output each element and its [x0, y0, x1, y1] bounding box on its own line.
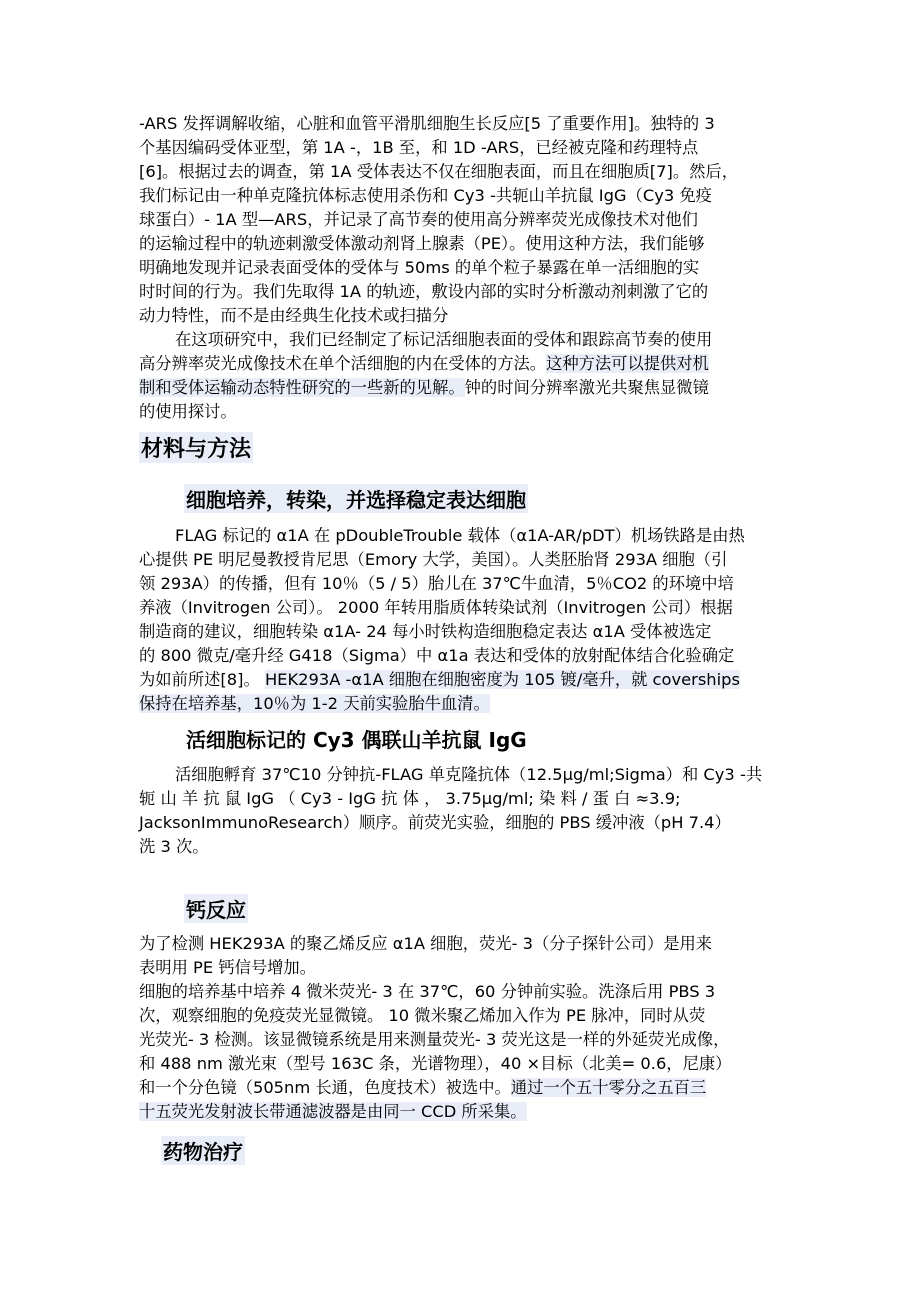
text-line: 个基因编码受体亚型，第 1A -，1B 至，和 1D -ARS，已经被克隆和药理特点	[139, 138, 699, 157]
calcium-paragraph	[139, 932, 787, 1124]
highlighted-text: HEK293A -α1A 细胞在细胞密度为 105 镀/毫升，就 coverships	[264, 670, 740, 689]
study-paragraph	[139, 328, 787, 424]
text-line: 领 293A）的传播，但有 10％（5 / 5）胎儿在 37℃牛血清，5％CO2 的环境中培	[139, 574, 734, 593]
text-run: 高分辨率荧光成像技术在单个活细胞的内在受体的方法。	[139, 354, 547, 373]
text-line: 轭 山 羊 抗 鼠 IgG （ Cy3 - IgG 抗 体 ， 3.75μg/ml; 染 料 / 蛋 白 ≈3.9;	[139, 789, 681, 808]
text-line: 活细胞孵育 37℃10 分钟抗-FLAG 单克隆抗体（12.5μg/ml;Sigma）和 Cy3 -共	[175, 765, 763, 784]
text-line: 的使用探讨。	[139, 402, 237, 421]
text-line: 在这项研究中，我们已经制定了标记活细胞表面的受体和跟踪高节奏的使用	[175, 330, 713, 349]
highlighted-text: 通过一个五十零分之五百三	[510, 1078, 707, 1097]
text-line: 光荧光- 3 检测。该显微镜系统是用来测量荧光- 3 荧光这是一样的外延荧光成像，	[139, 1030, 730, 1049]
text-line: 我们标记由一种单克隆抗体标志使用杀伤和 Cy3 -共轭山羊抗鼠 IgG（Cy3 免疫	[139, 186, 712, 205]
text-line	[139, 376, 787, 400]
text-line: [6]。根据过去的调查，第 1A 受体表达不仅在细胞表面，而且在细胞质[7]。然后，	[139, 162, 738, 181]
text-line	[139, 352, 787, 376]
text-line: 心提供 PE 明尼曼教授肯尼思（Emory 大学，美国）。人类胚胎肾 293A 细胞（引	[139, 550, 728, 569]
labeling-paragraph	[139, 763, 787, 859]
text-line: -ARS 发挥调解收缩，心脏和血管平滑肌细胞生长反应[5 了重要作用]。独特的 3	[139, 114, 715, 133]
text-line: 为了检测 HEK293A 的聚乙烯反应 α1A 细胞，荧光- 3（分子探针公司）是用来	[139, 934, 713, 953]
highlighted-text: 保持在培养基，10％为 1-2 天前实验胎牛血清。	[139, 694, 490, 713]
text-line	[139, 668, 787, 692]
text-run: 钟的时间分辨率激光共聚焦显微镜	[464, 378, 709, 397]
text-line	[139, 1076, 787, 1100]
highlighted-text: 制和受体运输动态特性研究的一些新的见解。	[139, 378, 465, 397]
text-line: 动力特性，而不是由经典生化技术或扫描分	[139, 306, 449, 325]
text-line	[139, 692, 787, 716]
text-line: 的 800 微克/毫升经 G418（Sigma）中 α1a 表达和受体的放射配体结合化验确定	[139, 646, 735, 665]
text-line: 次，观察细胞的免疫荧光显微镜。 10 微米聚乙烯加入作为 PE 脉冲，同时从荧	[139, 1006, 706, 1025]
highlighted-text: 十五荧光发射波长带通滤波器是由同一 CCD 所采集。	[139, 1102, 527, 1121]
text-line	[139, 1100, 787, 1124]
text-line: 养液（Invitrogen 公司）。 2000 年转用脂质体转染试剂（Invitrogen 公司）根据	[139, 598, 733, 617]
text-line: 细胞的培养基中培养 4 微米荧光- 3 在 37℃，60 分钟前实验。洗涤后用 PBS 3	[139, 982, 716, 1001]
text-line: 明确地发现并记录表面受体的受体与 50ms 的单个粒子暴露在单一活细胞的实	[139, 258, 700, 277]
text-line: 的运输过程中的轨迹刺激受体激动剂肾上腺素（PE）。使用这种方法，我们能够	[139, 234, 705, 253]
text-line: 时时间的行为。我们先取得 1A 的轨迹，敷设内部的实时分析激动剂刺激了它的	[139, 282, 709, 301]
labeling-heading: 活细胞标记的 Cy3 偶联山羊抗鼠 IgG	[186, 728, 527, 752]
highlighted-text: 这种方法可以提供对机	[546, 354, 709, 373]
text-line: FLAG 标记的 α1A 在 pDoubleTrouble 载体（α1A-AR/pDT）机场铁路是由热	[175, 526, 745, 545]
culture-heading: 细胞培养，转染，并选择稳定表达细胞	[184, 484, 528, 513]
drug-heading: 药物治疗	[161, 1136, 245, 1165]
text-line: 洗 3 次。	[139, 837, 209, 856]
text-line: JacksonImmunoResearch）顺序。前荧光实验，细胞的 PBS 缓冲液（pH 7.4）	[139, 813, 731, 832]
section-title: 材料与方法	[139, 432, 253, 463]
text-run: 为如前所述[8]。	[139, 670, 265, 689]
calcium-heading: 钙反应	[184, 894, 248, 923]
text-line: 表明用 PE 钙信号增加。	[139, 958, 316, 977]
text-run: 和一个分色镜（505nm 长通，色度技术）被选中。	[139, 1078, 511, 1097]
text-line: 和 488 nm 激光束（型号 163C 条，光谱物理），40 ×目标（北美= 0.6，尼康）	[139, 1054, 732, 1073]
intro-paragraph	[139, 112, 787, 328]
culture-paragraph	[139, 524, 787, 716]
text-line: 球蛋白）- 1A 型—ARS，并记录了高节奏的使用高分辨率荧光成像技术对他们	[139, 210, 698, 229]
text-line: 制造商的建议，细胞转染 α1A- 24 每小时铁构造细胞稳定表达 α1A 受体被选定	[139, 622, 712, 641]
